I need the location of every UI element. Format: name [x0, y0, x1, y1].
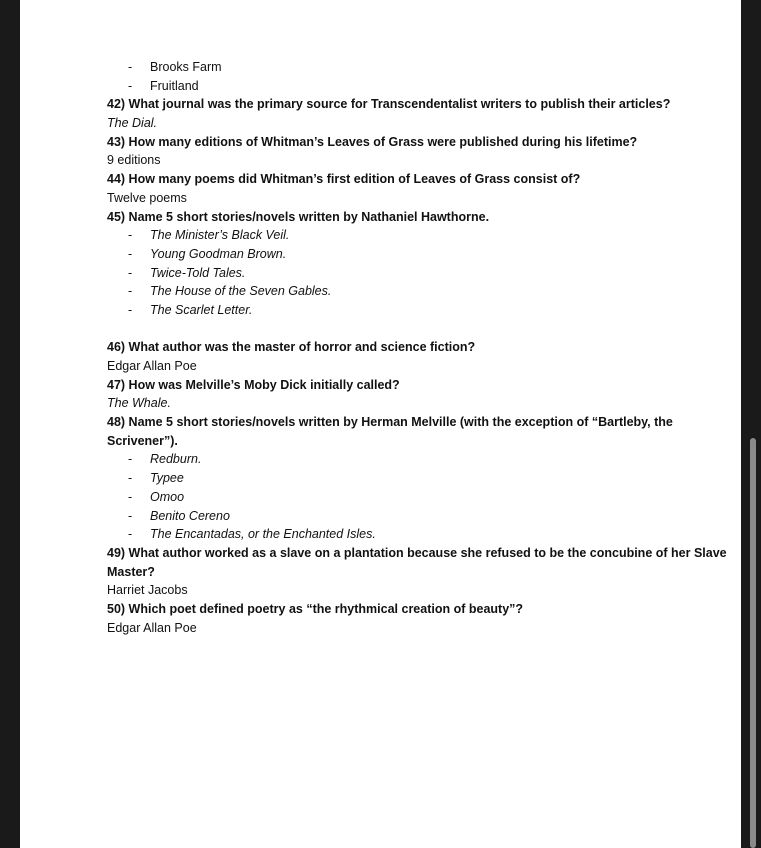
answer-50: Edgar Allan Poe: [107, 620, 197, 635]
melville-work: Redburn.: [150, 452, 202, 467]
document-content: [107, 58, 727, 637]
list-item: - Young Goodman Brown.: [107, 245, 727, 264]
hawthorne-work: The House of the Seven Gables.: [150, 284, 332, 299]
question-43: 43) How many editions of Whitman’s Leaves of Grass were published during his lifetime?: [107, 134, 638, 149]
melville-work: Omoo: [150, 489, 185, 504]
question-44: 44) How many poems did Whitman’s first edition of Leaves of Grass consist of?: [107, 172, 581, 187]
document-page: [20, 0, 741, 848]
answer-44: Twelve poems: [107, 190, 187, 205]
question-48: 48) Name 5 short stories/novels written by Herman Melville (with the exception of “Bartleby, the Scrivener”).: [107, 415, 673, 448]
list-item: - Typee: [107, 469, 727, 488]
farm-name: Fruitland: [150, 78, 199, 93]
list-item: - Redburn.: [107, 450, 727, 469]
scrollbar-thumb[interactable]: [750, 438, 756, 848]
question-47: 47) How was Melville’s Moby Dick initially called?: [107, 377, 400, 392]
hawthorne-work: Twice-Told Tales.: [150, 265, 246, 280]
list-item: - Omoo: [107, 488, 727, 507]
list-item: - The Minister’s Black Veil.: [107, 226, 727, 245]
list-item: - Benito Cereno: [107, 507, 727, 526]
list-item: - Twice-Told Tales.: [107, 264, 727, 283]
answer-46: Edgar Allan Poe: [107, 359, 197, 373]
answer-43: 9 editions: [107, 153, 161, 168]
hawthorne-work: Young Goodman Brown.: [150, 246, 287, 261]
blank-line: [107, 320, 727, 339]
question-49: 49) What author worked as a slave on a plantation because she refused to be the concubine of her Slave Master?: [107, 545, 727, 579]
question-46: 46) What author was the master of horror and science fiction?: [107, 340, 476, 355]
melville-work: Typee: [150, 471, 184, 486]
list-item: - The Scarlet Letter.: [107, 301, 727, 320]
melville-work: Benito Cereno: [150, 508, 230, 523]
melville-work: The Encantadas, or the Enchanted Isles.: [150, 527, 376, 542]
answer-49: Harriet Jacobs: [107, 583, 188, 598]
farm-name: Brooks Farm: [150, 60, 222, 74]
question-45: 45) Name 5 short stories/novels written by Nathaniel Hawthorne.: [107, 209, 490, 224]
answer-47: The Whale.: [107, 396, 171, 411]
list-item: - Brooks Farm: [107, 58, 727, 77]
question-50: 50) Which poet defined poetry as “the rhythmical creation of beauty”?: [107, 602, 524, 616]
list-item: - The House of the Seven Gables.: [107, 282, 727, 301]
list-item: - The Encantadas, or the Enchanted Isles.: [107, 525, 727, 544]
hawthorne-work: The Scarlet Letter.: [150, 302, 253, 317]
answer-42: The Dial.: [107, 116, 158, 131]
list-item: - Fruitland: [107, 77, 727, 96]
question-42: 42) What journal was the primary source for Transcendentalist writers to publish their articles?: [107, 97, 671, 112]
hawthorne-work: The Minister’s Black Veil.: [150, 228, 290, 243]
